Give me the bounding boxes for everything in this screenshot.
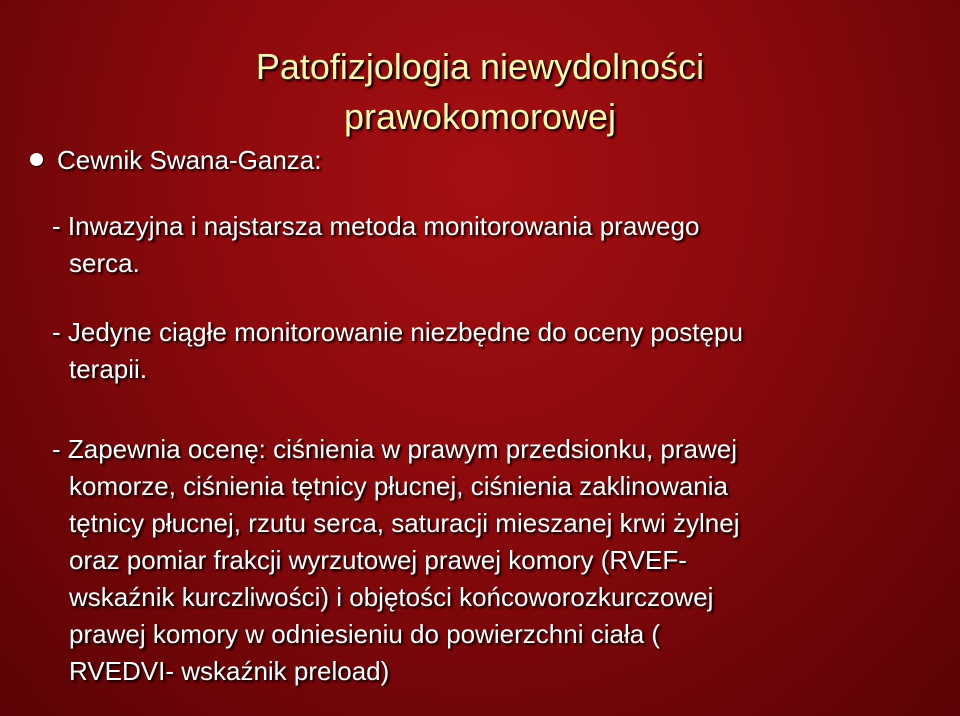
paragraph-continuous-monitoring [52,314,743,388]
paragraph-line: - Jedyne ciągłe monitorowanie niezbędne do oceny postępu [52,317,743,347]
slide-title [150,42,810,142]
paragraph-line: prawej komory w odniesieniu do powierzchni ciała ( [69,619,661,649]
slide-title-line-1: Patofizjologia niewydolności [255,46,705,87]
paragraph-line: wskaźnik kurczliwości) i objętości końcoworozkurczowej [69,582,714,612]
paragraph-line: tętnicy płucnej, rzutu serca, saturacji mieszanej krwi żylnej [69,508,740,538]
bullet-text: Cewnik Swana-Ganza: [57,145,322,175]
paragraph-line: - Inwazyjna i najstarsza metoda monitorowania prawego [52,211,700,241]
paragraph-line: - Zapewnia ocenę: ciśnienia w prawym przedsionku, prawej [52,434,737,464]
paragraph-line: oraz pomiar frakcji wyrzutowej prawej komory (RVEF- [69,545,687,575]
paragraph-line: serca. [69,248,140,278]
paragraph-invasive-method [52,208,699,282]
paragraph-line: RVEDVI- wskaźnik preload) [69,656,390,686]
bullet-item [30,144,321,176]
slide-title-line-2: prawokomorowej [343,96,617,137]
paragraph-assessment [52,431,739,690]
paragraph-line: komorze, ciśnienia tętnicy płucnej, ciśnienia zaklinowania [69,471,729,501]
bullet-dot-icon [30,153,43,166]
paragraph-line: terapii. [69,354,148,384]
